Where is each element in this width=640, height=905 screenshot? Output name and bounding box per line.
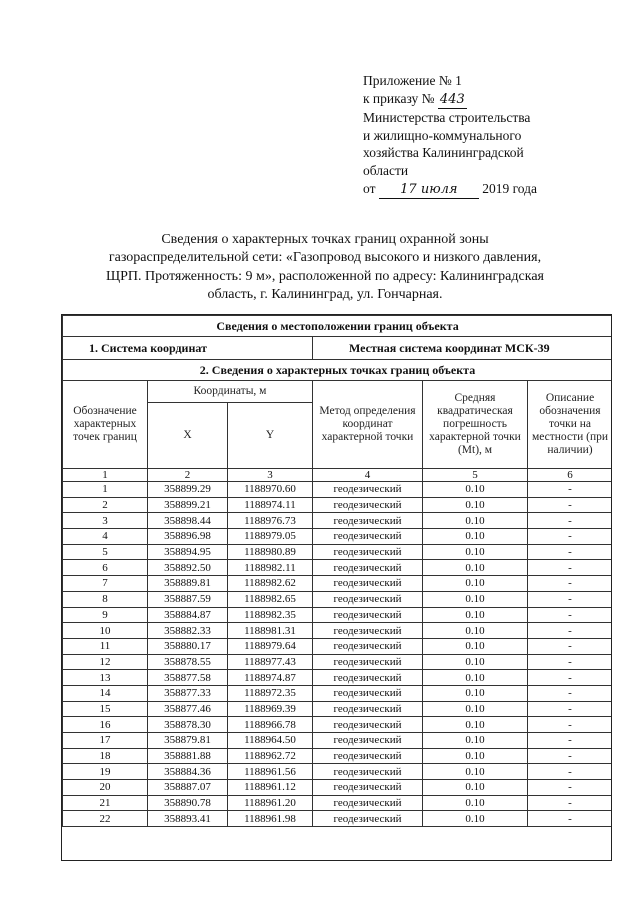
table-row xyxy=(63,670,613,686)
error-value: 0.10 xyxy=(423,685,528,701)
method: геодезический xyxy=(313,654,423,670)
y-coordinate: 1188974.87 xyxy=(228,670,313,686)
point-number: 4 xyxy=(63,529,148,545)
point-number: 10 xyxy=(63,623,148,639)
description: - xyxy=(528,529,613,545)
x-coordinate: 358887.59 xyxy=(148,591,228,607)
date-prefix: от xyxy=(363,180,376,196)
table-row xyxy=(63,654,613,670)
table-row xyxy=(63,513,613,529)
table-row xyxy=(63,607,613,623)
ministry-line-4: области xyxy=(363,162,409,178)
error-value: 0.10 xyxy=(423,717,528,733)
description: - xyxy=(528,513,613,529)
col-number-2: 2 xyxy=(148,469,228,482)
coordinate-system-value: Местная система координат МСК-39 xyxy=(313,337,613,360)
y-coordinate: 1188964.50 xyxy=(228,733,313,749)
x-coordinate: 358893.41 xyxy=(148,811,228,827)
date-handwritten: 17 июля xyxy=(379,181,479,200)
ministry-line-2: и жилищно-коммунального xyxy=(363,127,522,143)
points-rows xyxy=(63,482,613,827)
col-number-3: 3 xyxy=(228,469,313,482)
x-coordinate: 358896.98 xyxy=(148,529,228,545)
method: геодезический xyxy=(313,482,423,498)
error-value: 0.10 xyxy=(423,670,528,686)
description: - xyxy=(528,497,613,513)
description: - xyxy=(528,811,613,827)
table-row xyxy=(63,529,613,545)
y-coordinate: 1188977.43 xyxy=(228,654,313,670)
point-number: 20 xyxy=(63,780,148,796)
method: геодезический xyxy=(313,513,423,529)
point-number: 16 xyxy=(63,717,148,733)
description: - xyxy=(528,733,613,749)
table-row xyxy=(63,811,613,827)
y-coordinate: 1188972.35 xyxy=(228,685,313,701)
header-method: Метод определения координат характерной точки xyxy=(313,381,423,469)
x-coordinate: 358892.50 xyxy=(148,560,228,576)
description: - xyxy=(528,576,613,592)
y-coordinate: 1188970.60 xyxy=(228,482,313,498)
point-number: 5 xyxy=(63,544,148,560)
error-value: 0.10 xyxy=(423,591,528,607)
point-number: 1 xyxy=(63,482,148,498)
coordinate-system-label: 1. Система координат xyxy=(63,337,313,360)
y-coordinate: 1188976.73 xyxy=(228,513,313,529)
point-number: 22 xyxy=(63,811,148,827)
method: геодезический xyxy=(313,764,423,780)
description: - xyxy=(528,685,613,701)
table-row xyxy=(63,748,613,764)
method: геодезический xyxy=(313,685,423,701)
table-row xyxy=(63,576,613,592)
col-number-6: 6 xyxy=(528,469,613,482)
description: - xyxy=(528,607,613,623)
error-value: 0.10 xyxy=(423,654,528,670)
x-coordinate: 358884.36 xyxy=(148,764,228,780)
title-line-4: область, г. Калининград, ул. Гончарная. xyxy=(207,286,443,302)
error-value: 0.10 xyxy=(423,811,528,827)
error-value: 0.10 xyxy=(423,748,528,764)
y-coordinate: 1188982.65 xyxy=(228,591,313,607)
error-value: 0.10 xyxy=(423,576,528,592)
description: - xyxy=(528,638,613,654)
header-description: Описание обозначения точки на местности (при наличии) xyxy=(528,381,613,469)
y-coordinate: 1188961.12 xyxy=(228,780,313,796)
point-number: 7 xyxy=(63,576,148,592)
x-coordinate: 358889.81 xyxy=(148,576,228,592)
method: геодезический xyxy=(313,623,423,639)
description: - xyxy=(528,795,613,811)
order-line xyxy=(363,90,593,110)
header-coords: Координаты, м xyxy=(148,381,313,403)
description: - xyxy=(528,623,613,639)
point-number: 15 xyxy=(63,701,148,717)
header-error: Средняя квадратическая погрешность характерной точки (Mt), м xyxy=(423,381,528,469)
error-value: 0.10 xyxy=(423,638,528,654)
x-coordinate: 358877.33 xyxy=(148,685,228,701)
table-row xyxy=(63,638,613,654)
method: геодезический xyxy=(313,780,423,796)
y-coordinate: 1188966.78 xyxy=(228,717,313,733)
description: - xyxy=(528,748,613,764)
x-coordinate: 358881.88 xyxy=(148,748,228,764)
table-row xyxy=(63,795,613,811)
y-coordinate: 1188980.89 xyxy=(228,544,313,560)
point-number: 11 xyxy=(63,638,148,654)
col-number-4: 4 xyxy=(313,469,423,482)
table-row xyxy=(63,591,613,607)
method: геодезический xyxy=(313,638,423,654)
point-number: 17 xyxy=(63,733,148,749)
y-coordinate: 1188982.11 xyxy=(228,560,313,576)
method: геодезический xyxy=(313,497,423,513)
y-coordinate: 1188982.35 xyxy=(228,607,313,623)
table-row xyxy=(63,717,613,733)
table-row xyxy=(63,623,613,639)
error-value: 0.10 xyxy=(423,733,528,749)
method: геодезический xyxy=(313,560,423,576)
x-coordinate: 358877.46 xyxy=(148,701,228,717)
table-row xyxy=(63,733,613,749)
header-x: X xyxy=(148,403,228,469)
header-point: Обозначение характерных точек границ xyxy=(63,381,148,469)
x-coordinate: 358882.33 xyxy=(148,623,228,639)
x-coordinate: 358894.95 xyxy=(148,544,228,560)
appendix-block xyxy=(363,72,593,199)
error-value: 0.10 xyxy=(423,482,528,498)
y-coordinate: 1188979.64 xyxy=(228,638,313,654)
method: геодезический xyxy=(313,576,423,592)
point-number: 2 xyxy=(63,497,148,513)
x-coordinate: 358879.81 xyxy=(148,733,228,749)
order-prefix: к приказу № xyxy=(363,90,435,106)
method: геодезический xyxy=(313,748,423,764)
description: - xyxy=(528,560,613,576)
description: - xyxy=(528,670,613,686)
description: - xyxy=(528,780,613,796)
y-coordinate: 1188961.98 xyxy=(228,811,313,827)
y-coordinate: 1188982.62 xyxy=(228,576,313,592)
y-coordinate: 1188981.31 xyxy=(228,623,313,639)
table-row xyxy=(63,764,613,780)
point-number: 21 xyxy=(63,795,148,811)
point-number: 3 xyxy=(63,513,148,529)
title-line-1: Сведения о характерных точках границ охранной зоны xyxy=(161,232,489,247)
point-number: 12 xyxy=(63,654,148,670)
x-coordinate: 358884.87 xyxy=(148,607,228,623)
x-coordinate: 358899.29 xyxy=(148,482,228,498)
document-title xyxy=(80,231,570,304)
x-coordinate: 358878.55 xyxy=(148,654,228,670)
boundary-table xyxy=(62,315,612,827)
method: геодезический xyxy=(313,591,423,607)
description: - xyxy=(528,544,613,560)
point-number: 14 xyxy=(63,685,148,701)
method: геодезический xyxy=(313,811,423,827)
date-suffix: 2019 года xyxy=(482,180,538,196)
section-location-heading: Сведения о местоположении границ объекта xyxy=(63,316,613,337)
table-row xyxy=(63,482,613,498)
error-value: 0.10 xyxy=(423,701,528,717)
y-coordinate: 1188974.11 xyxy=(228,497,313,513)
title-line-2: газораспределительной сети: «Газопровод высокого и низкого давления, xyxy=(108,250,542,266)
boundary-table-frame xyxy=(61,314,612,861)
x-coordinate: 358898.44 xyxy=(148,513,228,529)
error-value: 0.10 xyxy=(423,780,528,796)
point-number: 6 xyxy=(63,560,148,576)
col-number-1: 1 xyxy=(63,469,148,482)
method: геодезический xyxy=(313,717,423,733)
x-coordinate: 358878.30 xyxy=(148,717,228,733)
error-value: 0.10 xyxy=(423,513,528,529)
error-value: 0.10 xyxy=(423,607,528,623)
error-value: 0.10 xyxy=(423,623,528,639)
method: геодезический xyxy=(313,529,423,545)
method: геодезический xyxy=(313,701,423,717)
description: - xyxy=(528,764,613,780)
method: геодезический xyxy=(313,544,423,560)
table-row xyxy=(63,497,613,513)
point-number: 9 xyxy=(63,607,148,623)
method: геодезический xyxy=(313,607,423,623)
point-number: 18 xyxy=(63,748,148,764)
point-number: 8 xyxy=(63,591,148,607)
x-coordinate: 358887.07 xyxy=(148,780,228,796)
table-row xyxy=(63,701,613,717)
order-number-handwritten: 443 xyxy=(438,91,467,110)
table-row xyxy=(63,780,613,796)
description: - xyxy=(528,701,613,717)
error-value: 0.10 xyxy=(423,764,528,780)
table-row xyxy=(63,544,613,560)
col-number-5: 5 xyxy=(423,469,528,482)
appendix-title: Приложение № 1 xyxy=(363,73,462,88)
x-coordinate: 358877.58 xyxy=(148,670,228,686)
section-points-heading: 2. Сведения о характерных точках границ объекта xyxy=(63,360,613,381)
x-coordinate: 358899.21 xyxy=(148,497,228,513)
y-coordinate: 1188979.05 xyxy=(228,529,313,545)
method: геодезический xyxy=(313,670,423,686)
y-coordinate: 1188961.20 xyxy=(228,795,313,811)
description: - xyxy=(528,717,613,733)
y-coordinate: 1188962.72 xyxy=(228,748,313,764)
x-coordinate: 358880.17 xyxy=(148,638,228,654)
header-y: Y xyxy=(228,403,313,469)
ministry-line-1: Министерства строительства xyxy=(363,110,531,126)
table-row xyxy=(63,685,613,701)
error-value: 0.10 xyxy=(423,497,528,513)
method: геодезический xyxy=(313,733,423,749)
error-value: 0.10 xyxy=(423,560,528,576)
table-row xyxy=(63,560,613,576)
error-value: 0.10 xyxy=(423,544,528,560)
y-coordinate: 1188961.56 xyxy=(228,764,313,780)
description: - xyxy=(528,654,613,670)
ministry-line-3: хозяйства Калининградской xyxy=(363,145,524,161)
description: - xyxy=(528,482,613,498)
point-number: 13 xyxy=(63,670,148,686)
title-line-3: ЩРП. Протяженность: 9 м», расположенной по адресу: Калининградская xyxy=(106,268,544,284)
error-value: 0.10 xyxy=(423,795,528,811)
x-coordinate: 358890.78 xyxy=(148,795,228,811)
method: геодезический xyxy=(313,795,423,811)
date-line xyxy=(363,180,593,200)
description: - xyxy=(528,591,613,607)
error-value: 0.10 xyxy=(423,529,528,545)
y-coordinate: 1188969.39 xyxy=(228,701,313,717)
point-number: 19 xyxy=(63,764,148,780)
